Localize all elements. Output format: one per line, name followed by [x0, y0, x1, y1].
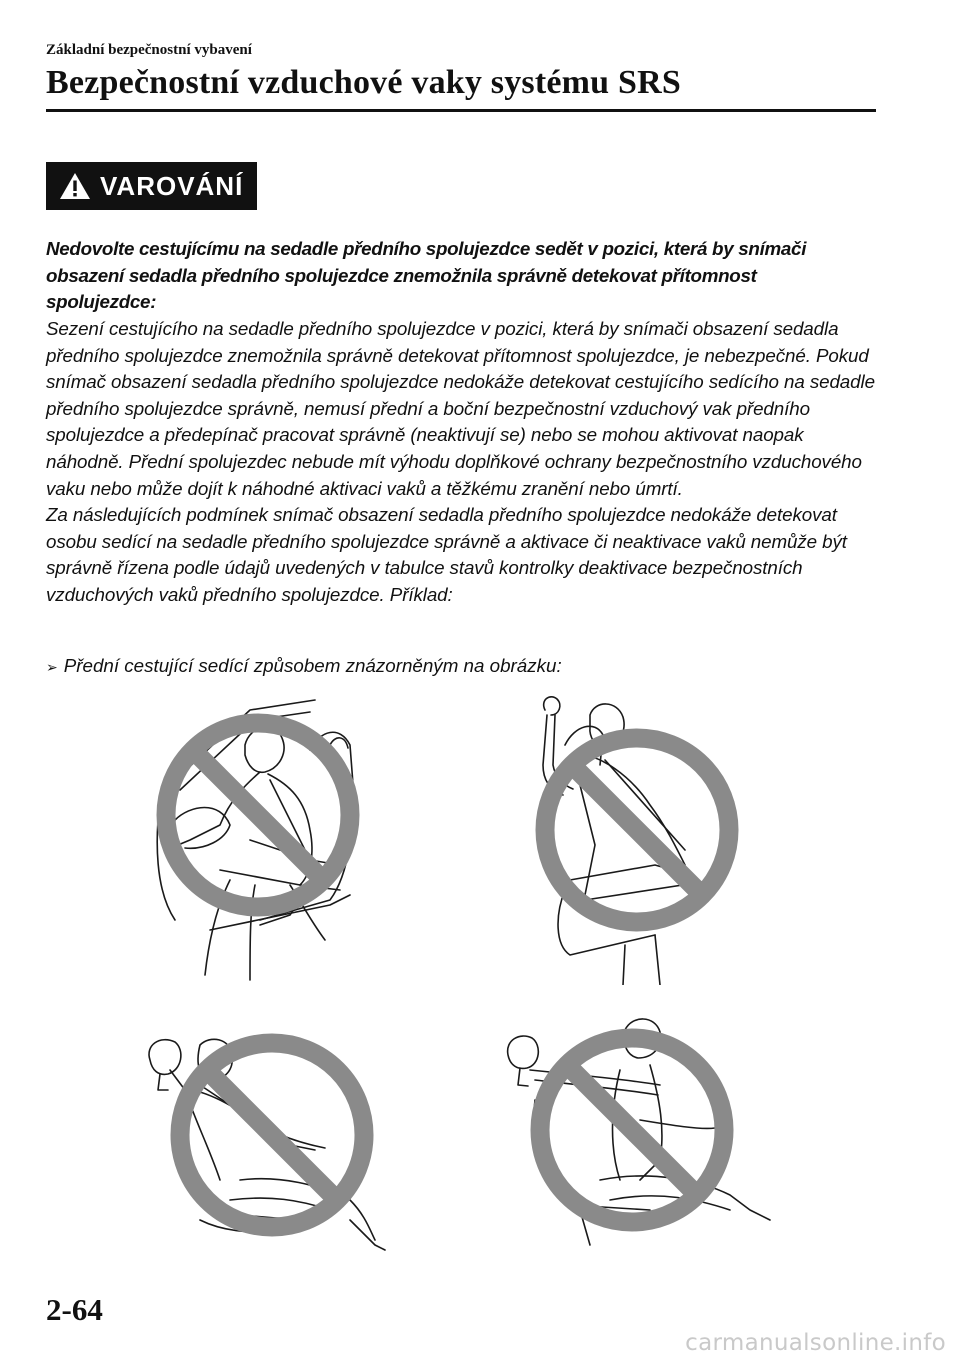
- watermark: carmanualsonline.info: [685, 1330, 946, 1356]
- figure-leaning-forward: [150, 690, 380, 990]
- figure-legs-extended: [500, 1010, 780, 1250]
- page-number: 2-64: [46, 1292, 103, 1327]
- figure-reclined: [140, 1030, 390, 1260]
- warning-heading: Nedovolte cestujícímu na sedadle předního spolujezdce sedět v pozici, která by snímači obsazení sedadla předního spolujezdce znemožnila správně detekovat přítomnost spolujezdce:: [46, 238, 807, 313]
- section-label: Základní bezpečnostní vybavení: [46, 42, 252, 58]
- title-divider: [46, 109, 876, 112]
- warning-body: [46, 316, 881, 609]
- page-title: Bezpečnostní vzduchové vaky systému SRS: [46, 64, 681, 101]
- warning-triangle-icon: [59, 172, 91, 200]
- warning-label: VAROVÁNÍ: [100, 170, 244, 201]
- warning-paragraph: Sezení cestujícího na sedadle předního spolujezdce v pozici, která by snímači obsazení sedadla předního spolujezdce znemožnila správně detekovat přítomnost spolujezdce, je nebezpečné. Pokud snímač obsazení sedadla předního spolujezdce nedokáže detekovat cestujícího sedícího na sedadle předního spolujezdce správně, nemusí přední a boční bezpečnostní vzduchový vak předního spolujezdce a předepínač pracovat správně (neaktivují se) nebo se mohou aktivovat naopak náhodně. Přední spolujezdec nebude mít výhodu doplňkové ochrany bezpečnostního vzduchového vaku nebo může dojít k náhodné aktivaci vaků a těžkému zranění nebo úmrtí.: [46, 318, 875, 499]
- figure-arm-raised: [525, 685, 750, 985]
- warning-badge: [46, 162, 257, 210]
- arrow-bullet-icon: ➢: [46, 659, 58, 675]
- bullet-text: Přední cestující sedící způsobem znázorněným na obrázku:: [63, 655, 562, 676]
- warning-paragraph: Za následujících podmínek snímač obsazení sedadla předního spolujezdce nedokáže detekovat osobu sedící na sedadle předního spolujezdce správně a aktivace či neaktivace vaků nemůže být správně řízena podle údajů uvedených v tabulce stavů kontrolky deaktivace bezpečnostních vzduchových vaků předního spolujezdce. Příklad:: [46, 504, 847, 605]
- bullet-item: [46, 655, 562, 677]
